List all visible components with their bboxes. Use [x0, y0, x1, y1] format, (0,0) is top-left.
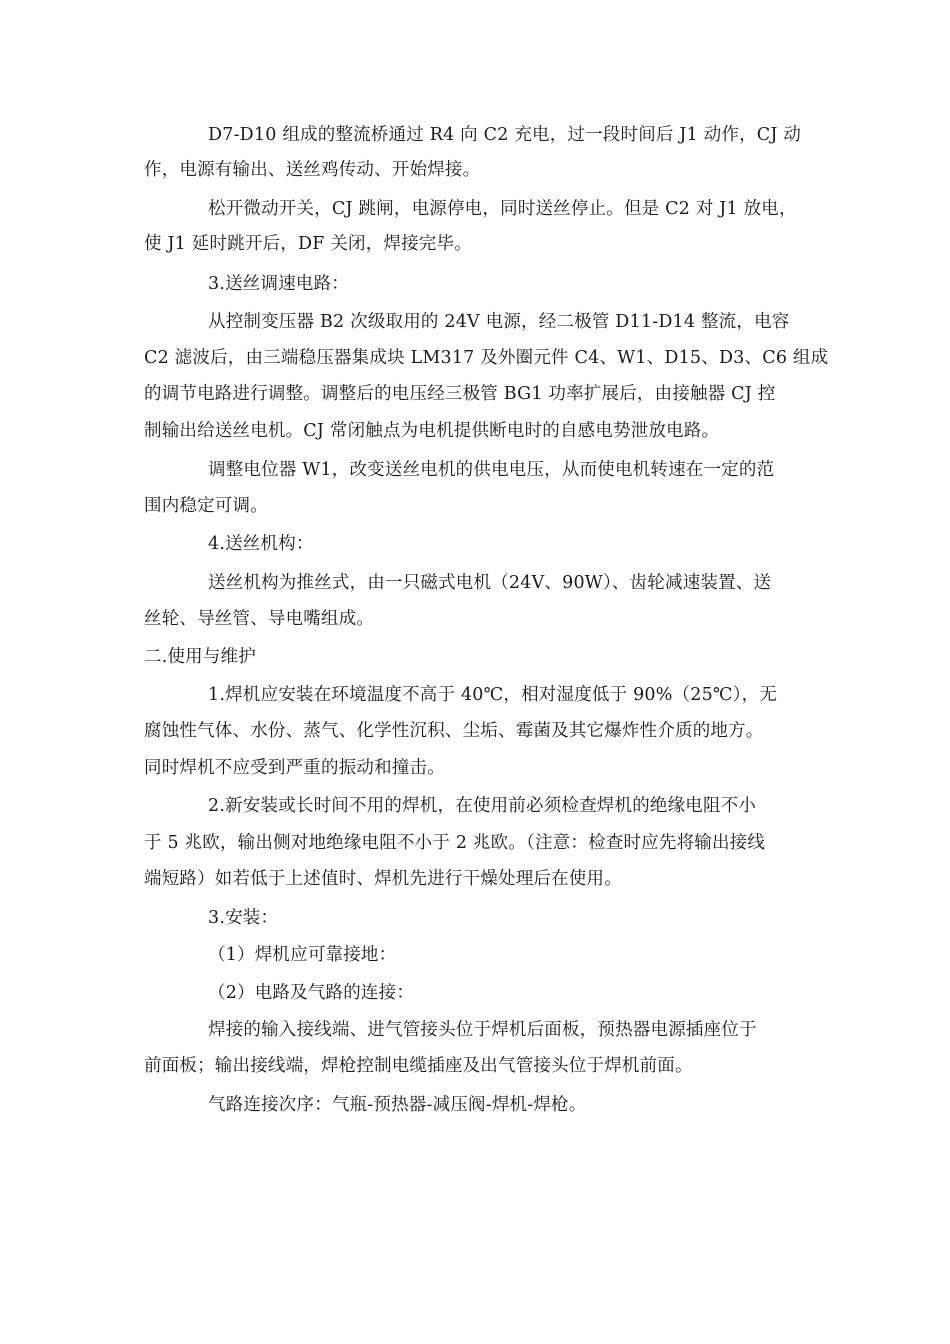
list-item-2: （2）电路及气路的连接： — [208, 983, 415, 1003]
text-line-9: 制输出给送丝电机。CJ 常闭触点为电机提供断电时的自感电势泄放电路。 — [144, 421, 720, 441]
section-heading-install: 3.安装： — [208, 908, 279, 928]
text-line-1: D7-D10 组成的整流桥通过 R4 向 C2 充电，过一段时间后 J1 动作，CJ 动 — [208, 125, 802, 145]
text-line-2: 作，电源有输出、送丝鸡传动、开始焊接。 — [144, 160, 481, 180]
text-line-18: 同时焊机不应受到严重的振动和撞击。 — [144, 758, 445, 778]
text-line-13: 送丝机构为推丝式，由一只磁式电机（24V、90W）、齿轮减速装置、送 — [208, 573, 772, 593]
text-line-21: 端短路）如若低于上述值时、焊机先进行干燥处理后在使用。 — [144, 869, 622, 889]
list-item-1: （1）焊机应可靠接地： — [208, 945, 397, 965]
text-line-17: 腐蚀性气体、水份、蒸气、化学性沉积、尘垢、霉菌及其它爆炸性介质的地方。 — [144, 721, 764, 741]
text-line-25: 焊接的输入接线端、进气管接头位于焊机后面板，预热器电源插座位于 — [208, 1020, 757, 1040]
text-line-26: 前面板；输出接线端，焊枪控制电缆插座及出气管接头位于焊机前面。 — [144, 1056, 693, 1076]
text-line-6: 从控制变压器 B2 次级取用的 24V 电源，经二极管 D11-D14 整流，电容 — [208, 312, 790, 332]
text-line-10: 调整电位器 W1，改变送丝电机的供电电压，从而使电机转速在一定的范 — [208, 460, 775, 480]
text-line-8: 的调节电路进行调整。调整后的电压经三极管 BG1 功率扩展后，由接触器 CJ 控 — [144, 384, 776, 404]
text-line-3: 松开微动开关，CJ 跳闸，电源停电，同时送丝停止。但是 C2 对 J1 放电， — [208, 199, 797, 219]
section-heading-3: 3.送丝调速电路： — [208, 274, 349, 294]
chapter-heading: 二.使用与维护 — [144, 647, 256, 667]
text-line-14: 丝轮、导丝管、导电嘴组成。 — [144, 609, 375, 629]
text-line-20: 于 5 兆欧，输出侧对地绝缘电阻不小于 2 兆欧。（注意：检查时应先将输出接线 — [144, 833, 766, 853]
text-line-4: 使 J1 延时跳开后，DF 关闭，焊接完毕。 — [144, 234, 472, 254]
section-heading-4: 4.送丝机构： — [208, 534, 314, 554]
text-line-16: 1.焊机应安装在环境温度不高于 40℃，相对湿度低于 90%（25℃），无 — [208, 685, 778, 705]
text-line-27: 气路连接次序：气瓶-预热器-减压阀-焊机-焊枪。 — [208, 1095, 587, 1115]
text-line-7: C2 滤波后，由三端稳压器集成块 LM317 及外圈元件 C4、W1、D15、D3、C6 组成 — [144, 348, 829, 368]
text-line-19: 2.新安装或长时间不用的焊机，在使用前必须检查焊机的绝缘电阻不小 — [208, 796, 757, 816]
text-line-11: 围内稳定可调。 — [144, 496, 268, 516]
